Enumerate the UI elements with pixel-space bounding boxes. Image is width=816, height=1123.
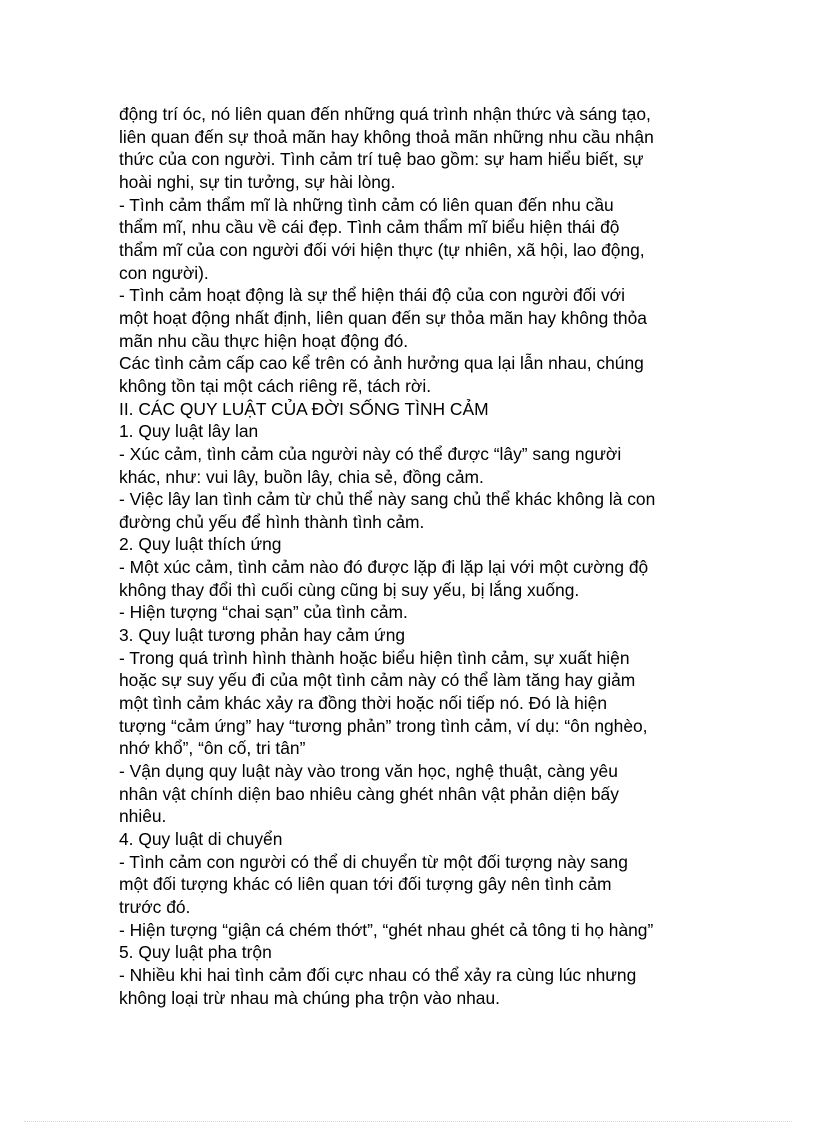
- page-bottom-divider: [24, 1121, 792, 1122]
- text-line: tượng “cảm ứng” hay “tương phản” trong tình cảm, ví dụ: “ôn nghèo,: [119, 715, 648, 736]
- text-line: đường chủ yếu để hình thành tình cảm.: [119, 511, 425, 532]
- text-line: - Một xúc cảm, tình cảm nào đó được lặp đi lặp lại với một cường độ: [119, 557, 649, 578]
- text-line: hoài nghi, sự tin tưởng, sự hài lòng.: [119, 171, 396, 192]
- text-line: nhân vật chính diện bao nhiêu càng ghét nhân vật phản diện bấy: [119, 783, 619, 804]
- text-line: thẩm mĩ của con người đối với hiện thực (tự nhiên, xã hội, lao động,: [119, 239, 645, 260]
- text-line: một tình cảm khác xảy ra đồng thời hoặc nối tiếp nó. Đó là hiện: [119, 693, 607, 714]
- text-line: - Nhiều khi hai tình cảm đối cực nhau có thể xảy ra cùng lúc nhưng: [119, 964, 637, 985]
- text-line: không tồn tại một cách riêng rẽ, tách rời.: [119, 375, 432, 396]
- text-line: - Tình cảm hoạt động là sự thể hiện thái độ của con người đối với: [119, 285, 625, 306]
- text-line: thẩm mĩ, nhu cầu về cái đẹp. Tình cảm thẩm mĩ biểu hiện thái độ: [119, 217, 620, 238]
- text-line: 5. Quy luật pha trộn: [119, 942, 272, 963]
- text-line: 1. Quy luật lây lan: [119, 421, 259, 442]
- text-line: II. CÁC QUY LUẬT CỦA ĐỜI SỐNG TÌNH CẢM: [119, 398, 489, 419]
- text-line: 2. Quy luật thích ứng: [119, 534, 282, 555]
- document-body-text: [119, 103, 719, 1009]
- text-line: nhớ khổ”, “ôn cố, tri tân”: [119, 738, 306, 759]
- text-line: - Tình cảm con người có thể di chuyển từ một đối tượng này sang: [119, 851, 628, 872]
- text-line: Các tình cảm cấp cao kể trên có ảnh hưởng qua lại lẫn nhau, chúng: [119, 353, 644, 374]
- text-line: - Tình cảm thẩm mĩ là những tình cảm có liên quan đến nhu cầu: [119, 194, 614, 215]
- text-line: 4. Quy luật di chuyển: [119, 829, 283, 849]
- text-line: một hoạt động nhất định, liên quan đến sự thỏa mãn hay không thỏa: [119, 307, 647, 328]
- text-line: khác, như: vui lây, buồn lây, chia sẻ, đồng cảm.: [119, 466, 484, 487]
- text-line: trước đó.: [119, 896, 191, 917]
- text-line: không loại trừ nhau mà chúng pha trộn vào nhau.: [119, 987, 500, 1008]
- text-line: không thay đổi thì cuối cùng cũng bị suy yếu, bị lắng xuống.: [119, 579, 580, 600]
- text-line: liên quan đến sự thoả mãn hay không thoả mãn những nhu cầu nhận: [119, 126, 654, 147]
- text-line: động trí óc, nó liên quan đến những quá trình nhận thức và sáng tạo,: [119, 104, 651, 124]
- text-line: hoặc sự suy yếu đi của một tình cảm này có thể làm tăng hay giảm: [119, 670, 636, 691]
- text-line: - Vận dụng quy luật này vào trong văn học, nghệ thuật, càng yêu: [119, 761, 618, 782]
- text-line: 3. Quy luật tương phản hay cảm ứng: [119, 625, 406, 646]
- text-line: thức của con người. Tình cảm trí tuệ bao gồm: sự ham hiểu biết, sự: [119, 149, 644, 170]
- text-line: mãn nhu cầu thực hiện hoạt động đó.: [119, 330, 409, 351]
- text-line: - Xúc cảm, tình cảm của người này có thể được “lây” sang người: [119, 443, 622, 464]
- text-line: con người).: [119, 262, 209, 283]
- text-line: - Hiện tượng “giận cá chém thớt”, “ghét nhau ghét cả tông ti họ hàng”: [119, 919, 654, 940]
- text-line: - Trong quá trình hình thành hoặc biểu hiện tình cảm, sự xuất hiện: [119, 647, 630, 668]
- text-line: - Hiện tượng “chai sạn” của tình cảm.: [119, 602, 408, 623]
- text-line: nhiêu.: [119, 806, 167, 827]
- text-line: một đối tượng khác có liên quan tới đối tượng gây nên tình cảm: [119, 874, 612, 895]
- text-line: - Việc lây lan tình cảm từ chủ thể này sang chủ thể khác không là con: [119, 489, 656, 510]
